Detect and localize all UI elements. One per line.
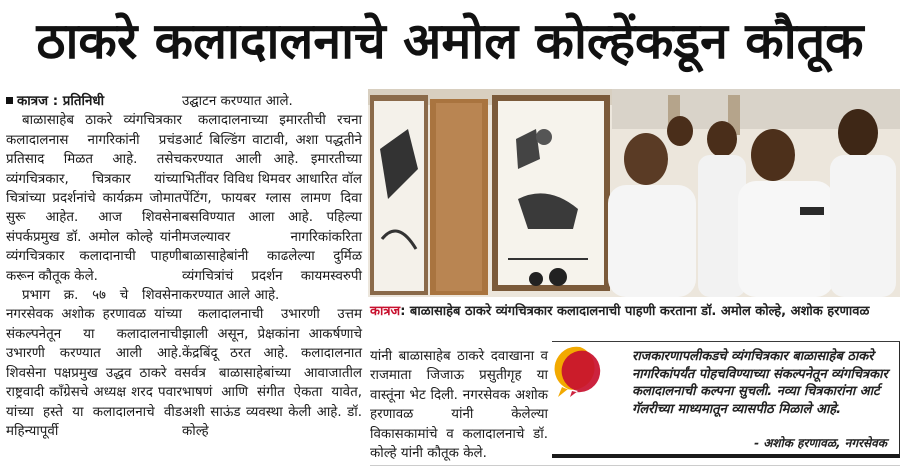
dateline: कात्रज : प्रतिनिधी (6, 92, 182, 111)
article-paragraph: उद्घाटन करण्यात आले. (182, 94, 293, 109)
photo-caption (368, 298, 900, 326)
square-bullet-icon (6, 97, 13, 104)
photo-illustration (368, 89, 900, 297)
article-paragraph: प्रभाग क्र. ५७ चे शिवसेना नगरसेवक अशोक हरणावळ यांच्या संकल्पनेतून या कलादालनाची उभारणी करण्यात आली आहे. शिवसेना पक्षप्रमुख उद्धव ठाकरे व राष्ट्रवादी काँग्रेसचे अध्यक्ष शरद पवार यांच्या हस्ते या कलादालनाचे वीड महिन्यापूर्वी (6, 288, 182, 439)
article-column-2 (182, 92, 362, 441)
dateline-place: कात्रज (17, 94, 49, 109)
divider (370, 465, 900, 466)
article-paragraph: कलादालनाच्या इमारतीची रचना आर्ट बिल्डिंग वाटावी, अशा पद्धतीने करण्यात आली आहे. इमारतीच्या भितींवर विविध थिमवर आधारित वॉल पेंटिंग, फायबर ग्लास लामण दिवा बसविण्यात आला आहे. पहिल्या मजल्यावर नागरिकांकरिता बाळासाहेबांनी काढलेल्या दुर्मिळ व्यंगचित्रांचं प्रदर्शन कायमस्वरुपी करण्यात आले आहे. (182, 113, 362, 304)
headline: ठाकरे कलादालनाचे अमोल कोल्हेंकडून कौतूक (36, 12, 864, 70)
dateline-byline: प्रतिनिधी (62, 94, 105, 109)
speech-bubble-icon (552, 343, 608, 399)
pull-quote-attribution: - अशोक हरणावळ, नगरसेवक (754, 436, 887, 450)
article-paragraph: बाळासाहेब ठाकरे व्यंगचित्रकार कलादालनास नागरिकांनी प्रचंड प्रतिसाद मिळत आहे. तसेच व्यंगचित्रकार, चित्रकार यांच्या चित्रांच्या प्रदर्शनांचे कार्यक्रम जोमात सुरू आहेत. आज शिवसेना संपर्कप्रमुख डॉ. अमोल कोल्हे यांनी व्यंगचित्रकार कलादानाची पाहणी करून कौतूक केले. (6, 113, 182, 284)
caption-place: कात्रज (370, 304, 401, 319)
article-column-3: यांनी बाळासाहेब ठाकरे दवाखाना व राजमाता जिजाऊ प्रसुतीगृह या वास्तूंना भेट दिली. नगरसेवक अशोक हरणावळ यांनी केलेल्या विकासकामांचे व कलादालनाचे डॉ. कोल्हे यांनी कौतूक केले. (370, 349, 548, 462)
article-paragraph: कलादालनाची उभारणी उत्तम झाली असून, प्रेक्षकांना आकर्षणाचे केंद्रबिंदू ठरत आहे. कलादालनात सर्वत्र बाळासाहेबांच्या आवाजातील भाषणं आणि संगीत ऐकता यावेत, अशी साऊंड व्यवस्था केली आहे. डॉ. कोल्हे (182, 307, 362, 439)
caption-text: : बाळासाहेब ठाकरे व्यंगचित्रकार कलादालनाची पाहणी करताना डॉ. अमोल कोल्हे, अशोक हरणावळ (400, 304, 870, 319)
article-column-1 (6, 92, 182, 441)
pull-quote-text: राजकारणापलीकडचे व्यंगचित्रकार बाळासाहेब ठाकरे नागरिकांपर्यंत पोहचविण्याच्या संकल्पनेतून व्यंगचित्रकार कलादालनाची कल्पना सुचली. नव्या चित्रकारांना आर्ट गॅलरीच्या माध्यमातून व्यासपीठ मिळाले आहे. (632, 349, 888, 417)
news-photo (368, 89, 900, 297)
